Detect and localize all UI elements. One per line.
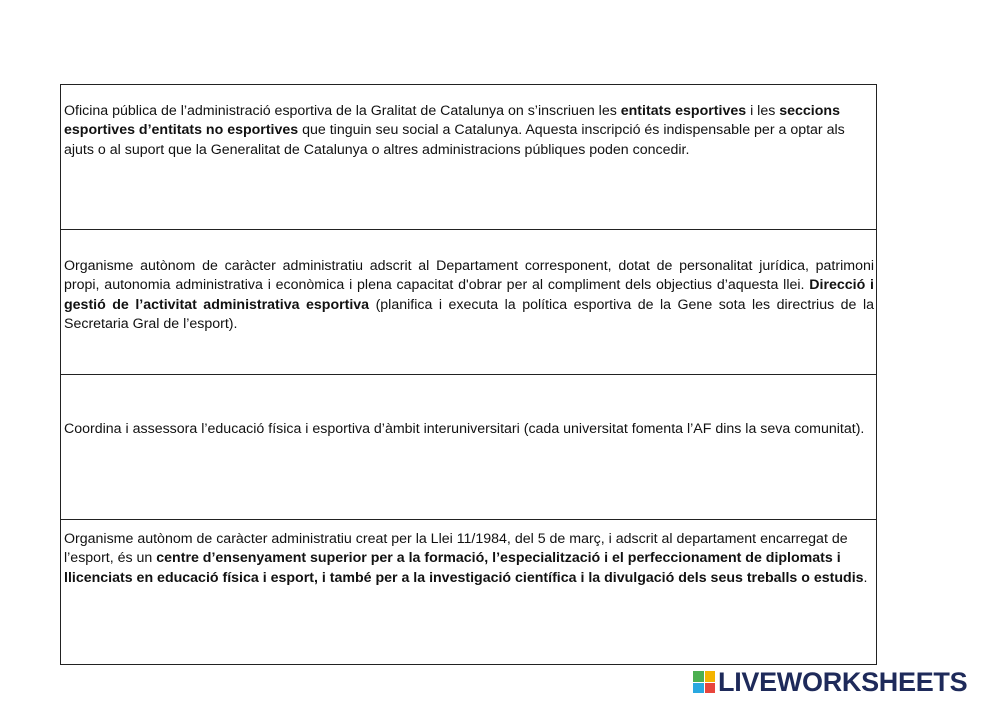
liveworksheets-logo[interactable] — [693, 667, 967, 697]
liveworksheets-logo-icon — [693, 671, 715, 693]
table-row — [61, 230, 876, 375]
row-text: Oficina pública de l’administració esportiva de la Gralitat de Catalunya on s’inscriuen les entitats esportives i les seccions esportives d’entitats no esportives que tinguin seu social a Catalunya. Aquesta inscripció és indispensable per a optar als ajuts o al suport que la Generalitat de Catalunya o altres administracions públiques poden concedir. — [64, 103, 845, 158]
table-row — [61, 375, 876, 520]
table-row — [61, 85, 876, 230]
row-text: Organisme autònom de caràcter administratiu adscrit al Departament corresponent, dotat de personalitat jurídica, patrimoni propi, autonomia administrativa i econòmica i plena capacitat d'obrar per al compliment dels objectius d’aquesta llei. Direcció i gestió de l’activitat administrativa esportiva (planifica i executa la política esportiva de la Gene sota les directrius de la Secretaria Gral de l’esport). — [64, 258, 875, 332]
table-row — [61, 520, 876, 664]
row-text: Organisme autònom de caràcter administratiu creat per la Llei 11/1984, del 5 de març, i adscrit al departament encarregat de l’esport, és un centre d’ensenyament superior per a la formació, l’especialització i el perfeccionament de diplomats i llicenciats en educació física i esport, i també per a la investigació científica i la divulgació dels seus treballs o estudis. — [64, 531, 868, 586]
row-text: Coordina i assessora l’educació física i esportiva d’àmbit interuniversitari (cada universitat fomenta l’AF dins la seva comunitat). — [64, 421, 865, 437]
logo-text: LIVEWORKSHEETS — [718, 666, 968, 697]
definitions-table — [60, 84, 877, 665]
